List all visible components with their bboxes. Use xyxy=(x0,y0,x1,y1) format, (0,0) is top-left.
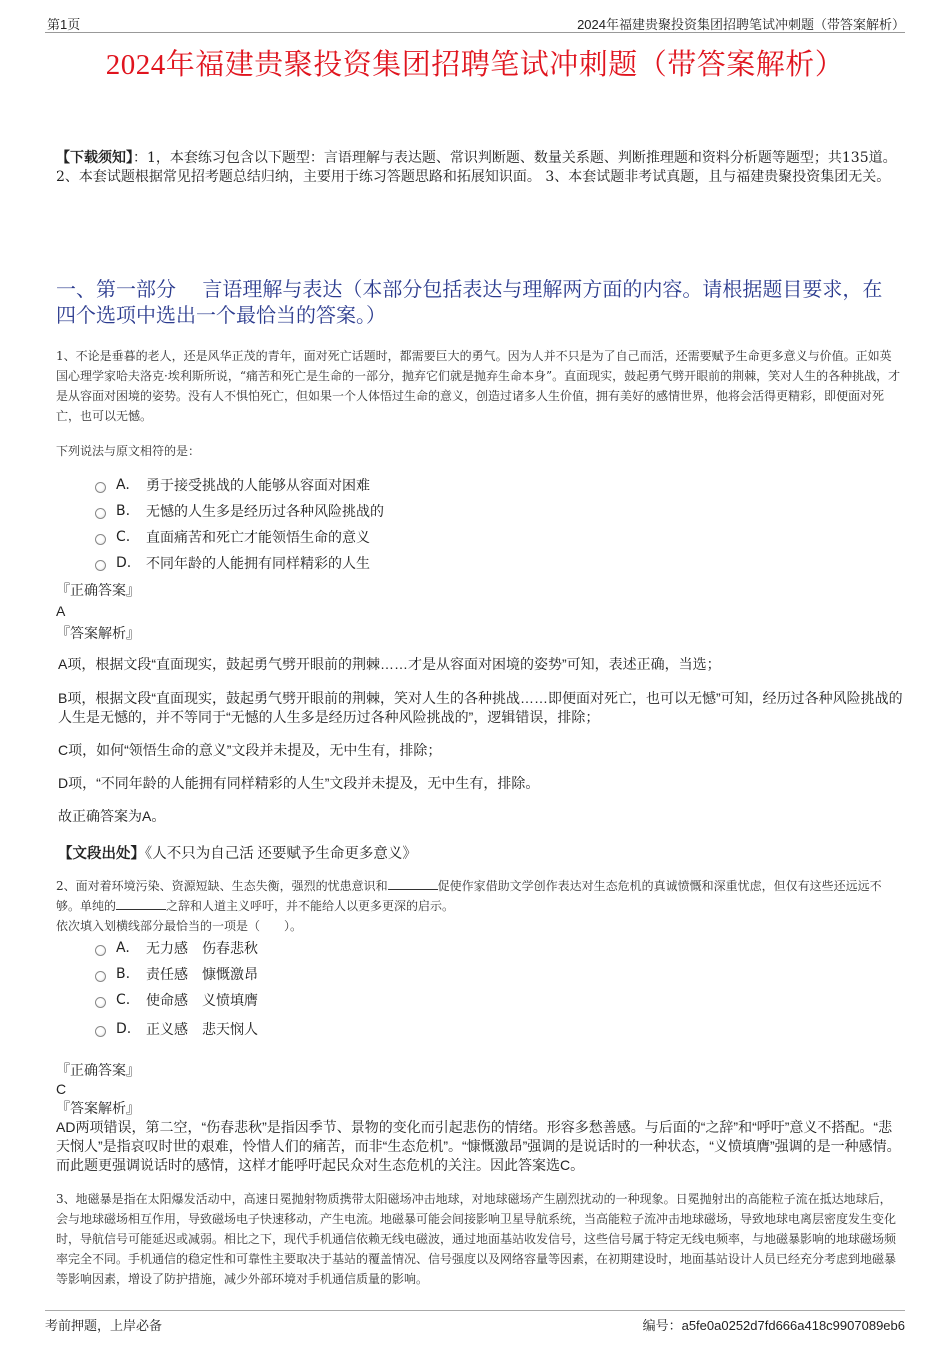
option-text: 直面痛苦和死亡才能领悟生命的意义 xyxy=(146,530,370,546)
question-2-answer xyxy=(56,1061,906,1118)
option-letter: B. xyxy=(116,966,131,982)
analysis-label: 『答案解析』 xyxy=(56,1100,140,1116)
analysis-a: A项，根据文段“直面现实，鼓起勇气劈开眼前的荆棘……才是从容面对困境的姿势”可知，表述正确，当选； xyxy=(58,656,721,672)
radio-button[interactable] xyxy=(95,534,106,545)
passage-source xyxy=(58,842,417,863)
serial-label: 编号： xyxy=(642,1318,682,1333)
radio-button[interactable] xyxy=(95,997,106,1008)
question-2-passage xyxy=(56,876,901,916)
option-letter: D. xyxy=(116,555,132,571)
radio-button[interactable] xyxy=(95,508,106,519)
option-letter: A. xyxy=(116,477,130,493)
option-text: 使命感 义愤填膺 xyxy=(146,993,258,1009)
radio-button[interactable] xyxy=(95,560,106,571)
option-letter: B. xyxy=(116,503,131,519)
radio-button[interactable] xyxy=(95,945,106,956)
option-text: 正义感 悲天悯人 xyxy=(146,1022,258,1038)
fill-blank-1 xyxy=(388,877,438,890)
correct-answer-value: C xyxy=(56,1081,67,1097)
section-heading: 一、第一部分 言语理解与表达（本部分包括表达与理解两方面的内容。请根据题目要求，在四个选项中选出一个最恰当的答案。） xyxy=(56,277,883,327)
notice-text: ：1，本套练习包含以下题型：言语理解与表达题、常识判断题、数量关系题、判断推理题和资料分析题等题型；共135道。 2、本套试题根据常见招考题总结归纳，主要用于练习答题思路和拓展知识面。 3、本套试题非考试真题，且与福建贵聚投资集团无关。 xyxy=(56,150,897,185)
analysis-c: C项，如何“领悟生命的意义”文段并未提及，无中生有，排除； xyxy=(58,742,442,758)
passage-text: 促使作家借助文学创作表达对生态危机的真诚愤慨和深重忧虑，但仅有这些还远远不够。单纯的 xyxy=(56,879,882,913)
source-text: 《人不只为自己活 还要赋予生命更多意义》 xyxy=(145,846,417,862)
option-letter: C. xyxy=(116,529,131,545)
option-c[interactable] xyxy=(95,987,258,1013)
option-text: 不同年龄的人能拥有同样精彩的人生 xyxy=(146,556,370,572)
correct-answer-value: A xyxy=(56,603,66,619)
option-text: 无力感 伤春悲秋 xyxy=(146,941,258,957)
option-b[interactable] xyxy=(95,961,258,987)
question-2-prompt: 依次填入划横线部分最恰当的一项是（ ）。 xyxy=(56,919,303,933)
header-doc-title: 2024年福建贵聚投资集团招聘笔试冲刺题（带答案解析） xyxy=(577,17,905,32)
download-notice xyxy=(56,149,901,187)
fill-blank-2 xyxy=(116,897,166,910)
page-header xyxy=(45,12,905,33)
option-text: 无憾的人生多是经历过各种风险挑战的 xyxy=(146,504,384,520)
question-1-answer xyxy=(56,581,906,643)
option-c[interactable] xyxy=(95,524,384,550)
analysis-label: 『答案解析』 xyxy=(56,625,140,641)
page-number: 第1页 xyxy=(47,17,81,32)
passage-text: 2、面对着环境污染、资源短缺、生态失衡，强烈的忧患意识和 xyxy=(56,879,388,893)
footer-slogan: 考前押题，上岸必备 xyxy=(45,1318,163,1333)
radio-button[interactable] xyxy=(95,1026,106,1037)
option-letter: A. xyxy=(116,940,130,956)
question-1-passage: 1、不论是垂暮的老人，还是风华正茂的青年，面对死亡话题时，都需要巨大的勇气。因为人并不只是为了自己而活，还需要赋予生命更多意义与价值。正如英国心理学家哈夫洛克·埃利斯所说，“痛苦和死亡是生命的一部分，抛弃它们就是抛弃生命本身”。直面现实，鼓起勇气劈开眼前的荆棘，笑对人生的各种挑战，才是从容面对困境的姿势。没有人不惧怕死亡，但如果一个人体悟过生命的意义，创造过诸多人生价值，拥有美好的感情世界，他将会活得更精彩，即便面对死亡，也可以无憾。 xyxy=(56,349,901,423)
question-1-options xyxy=(95,472,384,576)
question-1-prompt: 下列说法与原文相符的是： xyxy=(56,444,201,458)
option-text: 责任感 慷慨激昂 xyxy=(146,967,258,983)
passage-text: 之辞和人道主义呼吁，并不能给人以更多更深的启示。 xyxy=(166,899,455,913)
analysis-d: D项，“不同年龄的人能拥有同样精彩的人生”文段并未提及，无中生有，排除。 xyxy=(58,775,540,791)
question-3-passage: 3、地磁暴是指在太阳爆发活动中，高速日冕抛射物质携带太阳磁场冲击地球，对地球磁场产生剧烈扰动的一种现象。日冕抛射出的高能粒子流在抵达地球后，会与地球磁场相互作用，导致磁场电子快速移动，产生电流。地磁暴可能会间接影响卫星导航系统，当高能粒子流冲击地球磁场，导致地球电离层密度发生变化时，导航信号可能延迟或减弱。相比之下，现代手机通信依赖无线电磁波，通过地面基站收发信号，这些信号属于特定无线电频率，与地磁暴影响的地球磁场频率完全不同。手机通信的稳定性和可靠性主要取决于基站的覆盖情况、信号强度以及网络容量等因素，在初期建设时，地面基站设计人员已经充分考虑到地磁暴等影响因素，增设了防护措施，减少外部环境对手机通信质量的影响。 xyxy=(56,1192,897,1286)
correct-answer-label: 『正确答案』 xyxy=(56,1062,140,1078)
option-letter: D. xyxy=(116,1021,132,1037)
serial-number: a5fe0a0252d7fd666a418c9907089eb6 xyxy=(681,1318,905,1333)
option-d[interactable] xyxy=(95,550,384,576)
option-text: 勇于接受挑战的人能够从容面对困难 xyxy=(146,478,370,494)
option-d[interactable] xyxy=(95,1016,258,1042)
document-title: 2024年福建贵聚投资集团招聘笔试冲刺题（带答案解析） xyxy=(105,49,845,81)
option-letter: C. xyxy=(116,992,131,1008)
question-2-options xyxy=(95,935,258,1042)
page-footer xyxy=(45,1310,905,1333)
radio-button[interactable] xyxy=(95,971,106,982)
question-2-analysis: AD两项错误，第二空，“伤春悲秋”是指因季节、景物的变化而引起悲伤的情绪。形容多愁善感。与后面的“之辞”和“呼吁”意义不搭配。“悲天悯人”是指哀叹时世的艰难，怜惜人们的痛苦，而非“生态危机”。“慷慨激昂”强调的是说话时的一种状态，“义愤填膺”强调的是一种感情。而此题更强调说话时的感情，这样才能呼吁起民众对生态危机的关注。因此答案选C。 xyxy=(56,1119,901,1173)
option-a[interactable] xyxy=(95,935,258,961)
analysis-b: B项，根据文段“直面现实，鼓起勇气劈开眼前的荆棘，笑对人生的各种挑战……即便面对死亡，也可以无憾”可知，经历过各种风险挑战的人生是无憾的，并不等同于“无憾的人生多是经历过各种风险挑战的”，逻辑错误，排除； xyxy=(58,690,903,725)
option-a[interactable] xyxy=(95,472,384,498)
footer-serial xyxy=(643,1315,905,1334)
correct-answer-label: 『正确答案』 xyxy=(56,582,140,598)
source-label: 【文段出处】 xyxy=(58,846,145,862)
analysis-conclusion: 故正确答案为A。 xyxy=(58,808,166,824)
radio-button[interactable] xyxy=(95,482,106,493)
option-b[interactable] xyxy=(95,498,384,524)
notice-label: 【下载须知】 xyxy=(56,150,133,166)
